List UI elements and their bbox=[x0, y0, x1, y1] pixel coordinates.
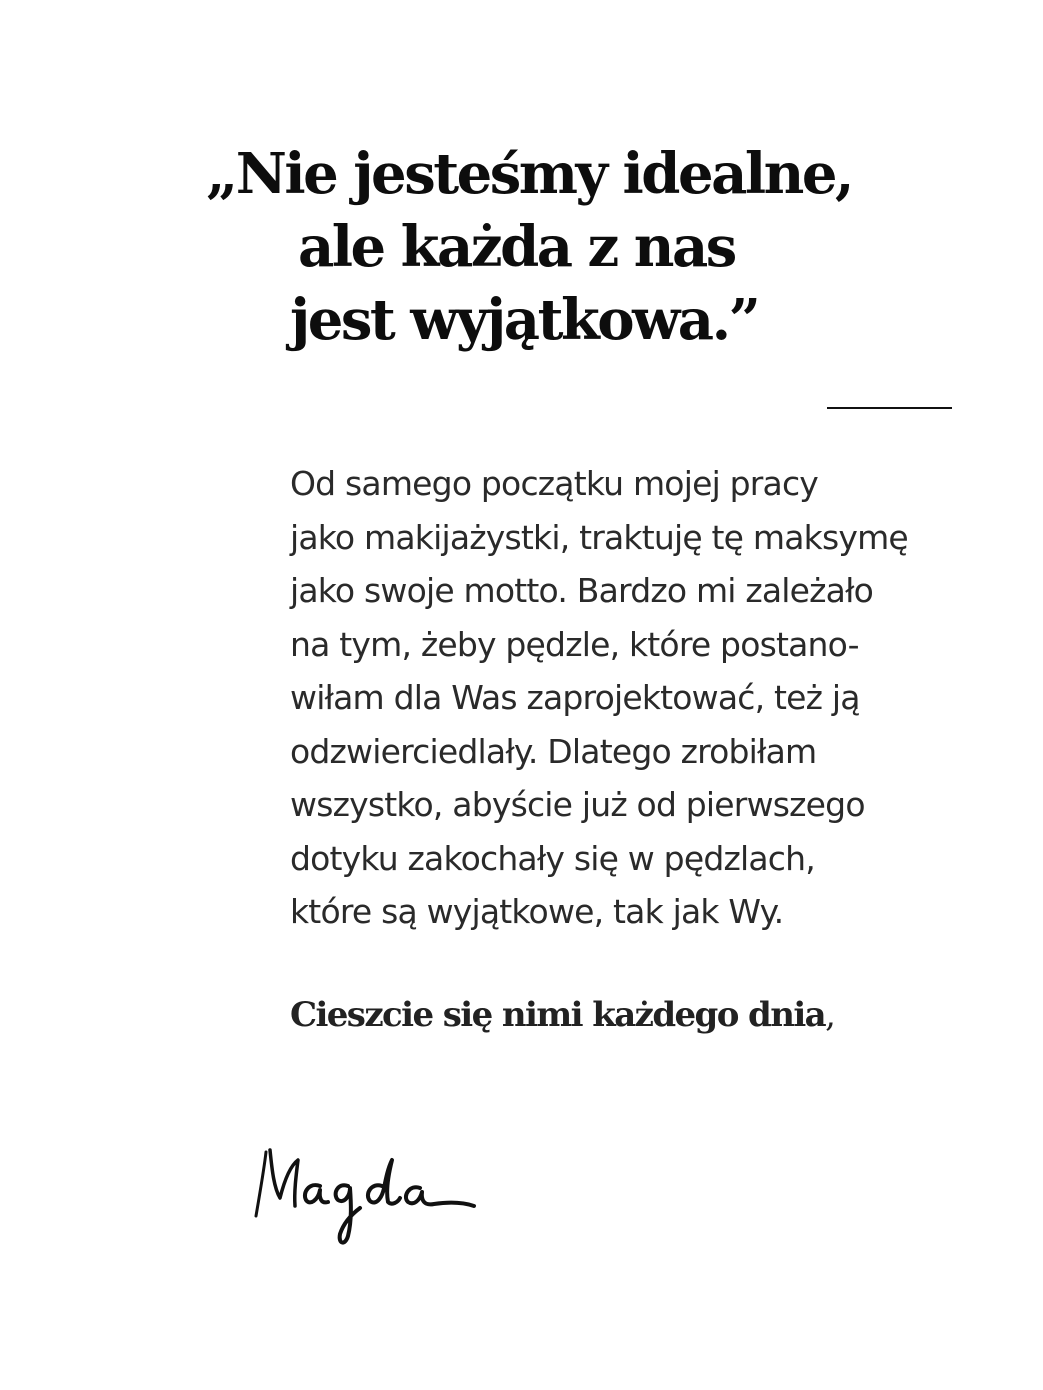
body-line: dotyku zakochały się w pędzlach, bbox=[290, 838, 815, 878]
divider-rule bbox=[827, 407, 952, 409]
body-line: jako makijażystki, traktuję tę maksymę bbox=[290, 517, 908, 557]
closing-comma: , bbox=[825, 995, 835, 1035]
closing-line bbox=[290, 992, 834, 1038]
body-line: jako swoje motto. Bardzo mi zależało bbox=[290, 571, 874, 610]
quote-line-2: ale każda z nas bbox=[298, 214, 735, 280]
body-line: Od samego początku mojej pracy bbox=[290, 464, 819, 503]
quote-headline bbox=[0, 138, 852, 357]
body-paragraph bbox=[290, 457, 908, 939]
body-line: na tym, żeby pędzle, które postano- bbox=[290, 624, 859, 664]
body-line: odzwierciedlały. Dlatego zrobiłam bbox=[290, 731, 817, 771]
quote-line-1: „Nie jesteśmy idealne, bbox=[206, 141, 852, 207]
closing-text: Cieszcie się nimi każdego dnia bbox=[290, 995, 826, 1035]
quote-line-3: jest wyjątkowa.” bbox=[290, 287, 759, 353]
body-line: wszystko, abyście już od pierwszego bbox=[290, 785, 865, 824]
body-line: wiłam dla Was zaprojektować, też ją bbox=[290, 678, 860, 717]
handwritten-signature bbox=[248, 1140, 488, 1260]
body-line: które są wyjątkowe, tak jak Wy. bbox=[290, 892, 784, 931]
